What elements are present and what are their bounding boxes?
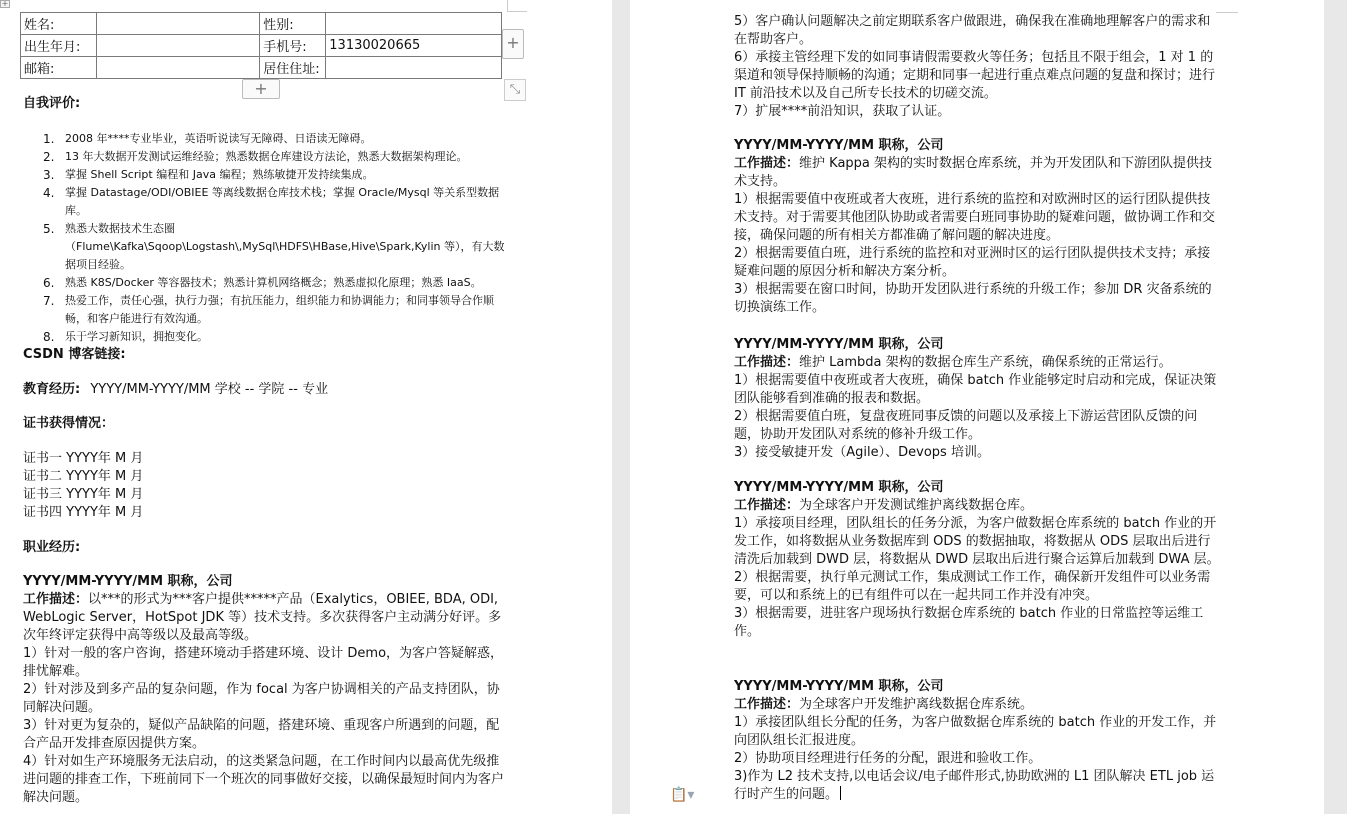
- list-item: 3）接受敏捷开发（Agile）、Devops 培训。: [734, 445, 990, 460]
- table-row: [21, 13, 502, 35]
- page-left[interactable]: [0, 0, 612, 814]
- table-move-handle[interactable]: +: [1, 0, 9, 8]
- list-item: 2）针对涉及到多产品的复杂问题，作为 focal 为客户协调相关的产品支持团队，协同解决问题。: [23, 682, 500, 715]
- job-desc: 工作描述：维护 Lambda 架构的数据仓库生产系统，确保系统的正常运行。: [734, 355, 1172, 370]
- table-cell[interactable]: 姓名:: [21, 13, 97, 35]
- table-cell[interactable]: 性别:: [260, 13, 326, 35]
- list-item: 8. 乐于学习新知识，拥抱变化。: [43, 330, 208, 344]
- list-item: 3）针对更为复杂的，疑似产品缺陷的问题，搭建环境、重现客户所遇到的问题，配合产品开发排查原因提供方案。: [23, 718, 500, 751]
- education-value: YYYY/MM-YYYY/MM 学校 -- 学院 -- 专业: [90, 382, 329, 397]
- list-item: 1）承接团队组长分配的任务，为客户做数据仓库系统的 batch 作业的开发工作，并向团队组长汇报进度。: [734, 715, 1217, 748]
- table-cell[interactable]: [326, 13, 502, 35]
- job-desc: 工作描述：为全球客户开发测试维护离线数据仓库。: [734, 498, 1034, 513]
- table-cell[interactable]: 手机号:: [260, 35, 326, 57]
- list-item: 2）根据需要值白班，进行系统的监控和对亚洲时区的运行团队提供技术支持；承接疑难问题的原因分析和解决方案分析。: [734, 246, 1211, 279]
- personal-info-table[interactable]: [20, 12, 502, 79]
- list-item: 3)作为 L2 技术支持,以电话会议/电子邮件形式,协助欧洲的 L1 团队解决 ETL job 运行时产生的问题。: [734, 769, 1215, 802]
- table-row: [21, 57, 502, 79]
- career-heading: 职业经历:: [23, 540, 81, 555]
- paste-options-icon[interactable]: 📋▾: [670, 787, 695, 803]
- job-title: YYYY/MM-YYYY/MM 职称，公司: [23, 574, 233, 589]
- job-entry: [734, 479, 1222, 641]
- page-corner-mark: [507, 0, 527, 12]
- table-cell[interactable]: [96, 13, 259, 35]
- cert-heading: 证书获得情况：: [23, 416, 115, 431]
- cert-list: [23, 450, 513, 522]
- education-line: [23, 381, 513, 399]
- list-item: 证书一 YYYY年 M 月: [23, 451, 144, 466]
- text-cursor: [840, 786, 841, 800]
- job-entry: [734, 336, 1222, 462]
- job-title: YYYY/MM-YYYY/MM 职称，公司: [734, 480, 944, 495]
- job-title: YYYY/MM-YYYY/MM 职称，公司: [734, 679, 944, 694]
- job-desc: 工作描述：维护 Kappa 架构的实时数据仓库系统，并为开发团队和下游团队提供技术支持。: [734, 156, 1213, 189]
- list-item: 2）根据需要，执行单元测试工作，集成测试工作工作，确保新开发组件可以业务需要，可以和系统上的已有组件可以在一起共同工作并没有冲突。: [734, 570, 1211, 603]
- list-item: 1）根据需要值中夜班或者大夜班，进行系统的监控和对欧洲时区的运行团队提供技术支持。对于需要其他团队协助或者需要白班同事协助的疑难问题，做协调工作和交接，确保问题的所有相关方都准确了解问题的解决进度。: [734, 192, 1216, 243]
- job-entry: [734, 137, 1222, 317]
- job-desc: 工作描述：为全球客户开发维护离线数据仓库系统。: [734, 697, 1034, 712]
- expand-arrows-icon: ⤡: [509, 82, 521, 97]
- list-item: 5）客户确认问题解决之前定期联系客户做跟进，确保我在准确地理解客户的需求和在帮助客户。: [734, 14, 1211, 47]
- table-cell[interactable]: 出生年月:: [21, 35, 97, 57]
- list-item: 7. 热爱工作，责任心强，执行力强；有抗压能力，组织能力和协调能力；和同事领导合作顺畅，和客户能进行有效沟通。: [43, 294, 494, 325]
- add-column-button[interactable]: [502, 29, 524, 59]
- list-item: 7）扩展****前沿知识，获取了认证。: [734, 104, 951, 119]
- plus-icon: +: [254, 79, 268, 98]
- list-item: 6）承接主管经理下发的如同事请假需要救火等任务；包括且不限于组会，1 对 1 的渠道和领导保持顺畅的沟通；定期和同事一起进行重点难点问题的复盘和探讨；进行 IT 前沿技术以及自己所专长技术的切磋交流。: [734, 50, 1216, 101]
- job-desc: 工作描述：以***的形式为***客户提供*****产品（Exalytics，OBIEE, BDA, ODI, WebLogic Server，HotSpot JDK 等）技术支持。多次获得客户主动满分好评。多次年终评定获得中高等级以及最高等级。: [23, 592, 502, 643]
- education-heading: 教育经历:: [23, 382, 81, 397]
- page-gutter: [1324, 0, 1347, 814]
- list-item: 1）根据需要值中夜班或者大夜班，确保 batch 作业能够定时启动和完成，保证决策团队能够看到准确的报表和数据。: [734, 373, 1217, 406]
- job-entry-continued: [734, 13, 1222, 121]
- table-row: [21, 35, 502, 57]
- list-item: 2）根据需要值白班，复盘夜班同事反馈的问题以及承接上下游运营团队反馈的问题，协助开发团队对系统的修补升级工作。: [734, 409, 1198, 442]
- list-item: 1）针对一般的客户咨询，搭建环境动手搭建环境、设计 Demo，为客户答疑解惑，排忧解难。: [23, 646, 504, 679]
- list-item: 证书四 YYYY年 M 月: [23, 505, 144, 520]
- csdn-heading: CSDN 博客链接:: [23, 347, 126, 362]
- list-item: 5. 熟悉大数据技术生态圈（Flume\Kafka\Sqoop\Logstash\,MySql\HDFS\HBase,Hive\Spark,Kylin 等），有大数据项目经验。: [43, 222, 505, 271]
- job-entry: [734, 678, 1222, 804]
- table-cell[interactable]: 居住住址:: [260, 57, 326, 79]
- job-title: YYYY/MM-YYYY/MM 职称，公司: [734, 337, 944, 352]
- list-item: 1）承接项目经理，团队组长的任务分派，为客户做数据仓库系统的 batch 作业的开发工作，如将数据从业务数据库到 ODS 的数据抽取，将数据从 ODS 层取出后进行清洗后加载到 DWD 层，将数据从 DWD 层取出后进行聚合运算后加载到 DWA 层。: [734, 516, 1220, 567]
- list-item: 3）根据需要，进驻客户现场执行数据仓库系统的 batch 作业的日常监控等运维工作。: [734, 606, 1204, 639]
- list-item: 3. 掌握 Shell Script 编程和 Java 编程；熟练敏捷开发持续集成。: [43, 168, 374, 182]
- plus-icon: +: [506, 33, 520, 52]
- table-cell[interactable]: [96, 35, 259, 57]
- table-cell[interactable]: [96, 57, 259, 79]
- job-entry: [23, 573, 511, 807]
- self-eval-list: [23, 130, 513, 346]
- list-item: 1. 2008 年****专业毕业，英语听说读写无障碍、日语读无障碍。: [43, 132, 372, 146]
- list-item: 2）协助项目经理进行任务的分配，跟进和验收工作。: [734, 751, 1042, 766]
- table-cell[interactable]: [326, 57, 502, 79]
- list-item: 证书三 YYYY年 M 月: [23, 487, 144, 502]
- list-item: 4. 掌握 Datastage/ODI/OBIEE 等离线数据仓库技术栈；掌握 Oracle/Mysql 等关系型数据库。: [43, 186, 500, 217]
- list-item: 证书二 YYYY年 M 月: [23, 469, 144, 484]
- self-eval-heading: 自我评价:: [23, 96, 81, 111]
- table-cell[interactable]: 邮箱:: [21, 57, 97, 79]
- list-item: 3）根据需要在窗口时间，协助开发团队进行系统的升级工作；参加 DR 灾备系统的切换演练工作。: [734, 282, 1212, 315]
- table-cell[interactable]: 13130020665: [326, 35, 502, 57]
- list-item: 2. 13 年大数据开发测试运维经验；熟悉数据仓库建设方法论，熟悉大数据架构理论。: [43, 150, 468, 164]
- list-item: 6. 熟悉 K8S/Docker 等容器技术；熟悉计算机网络概念；熟悉虚拟化原理；熟悉 IaaS。: [43, 276, 482, 290]
- job-title: YYYY/MM-YYYY/MM 职称，公司: [734, 138, 944, 153]
- list-item: 4）针对如生产环境服务无法启动，的这类紧急问题，在工作时间内以最高优先级推进问题的排查工作，下班前同下一个班次的同事做好交接，以确保最短时间内为客户解决问题。: [23, 754, 505, 805]
